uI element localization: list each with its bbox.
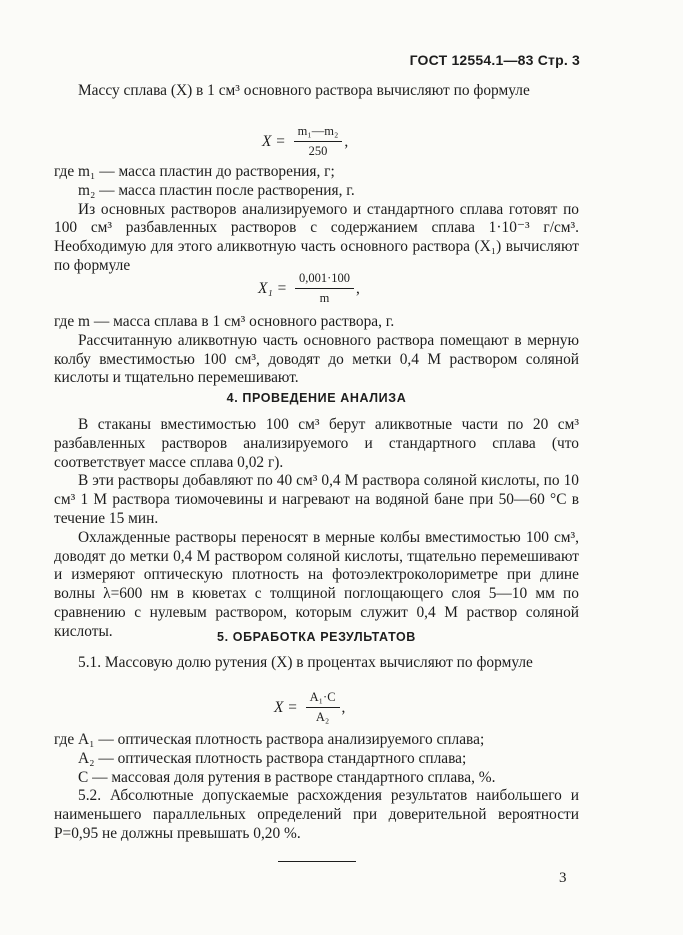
paragraph: Охлажденные растворы переносят в мерные колбы вместимостью 100 см³, доводят до метки 0,4 М раствором соляной кислоты, тщательно перемешивают и измеряют оптическую плотность на фотоэлектроколориметре при длине волны λ=600 нм в кюветах с толщиной поглощающего слоя 5—10 мм по сравнению с нулевым раствором, которым служит 0,4 М раствор соляной кислоты. <box>54 528 579 640</box>
paragraph: 5.2. Абсолютные допускаемые расхождения результатов наибольшего и наименьшего параллельных определений при доверительной вероятности P=0,95 не должны превышать 0,20 %. <box>54 787 579 842</box>
paragraph: 5.1. Массовую долю рутения (X) в процентах вычисляют по формуле <box>78 654 533 671</box>
section-heading-5: 5. ОБРАБОТКА РЕЗУЛЬТАТОВ <box>217 630 416 644</box>
paragraph: Из основных растворов анализируемого и стандартного сплава готовят по 100 см³ разбавленных растворов с содержанием сплава 1·10⁻³ г/см³. Необходимую для этого аликвотную часть основного раствора (X₁) вычисляют по формуле <box>54 200 579 274</box>
paragraph: В стаканы вместимостью 100 см³ берут аликвотные части по 20 см³ разбавленных растворов анализируемого и стандартного сплава (что соответствует массе сплава 0,02 г). <box>54 416 579 471</box>
where-line: m₂ — масса пластин после растворения, г. <box>78 181 355 199</box>
formula-lhs: X = <box>274 698 298 716</box>
fraction <box>294 124 343 159</box>
paragraph: Массу сплава (X) в 1 см³ основного раствора вычисляют по формуле <box>78 82 530 99</box>
fraction-numerator: m₁—m₂ <box>294 124 343 142</box>
where-line: где A₁ — оптическая плотность раствора анализируемого сплава; <box>54 731 485 748</box>
formula-tail: , <box>341 698 346 716</box>
formula-mass <box>262 124 348 159</box>
page-number: 3 <box>559 870 567 886</box>
text-block-4 <box>54 416 579 642</box>
fraction-denominator: m <box>319 291 330 305</box>
fraction-numerator: A₁·C <box>306 690 340 708</box>
fraction <box>295 271 354 306</box>
formula-aliquot <box>258 271 360 306</box>
where-line: где m₁ — масса пластин до растворения, г; <box>54 163 335 180</box>
formula-tail: , <box>344 132 349 150</box>
fraction-denominator: A₂ <box>315 710 330 724</box>
where-line: где m — масса сплава в 1 см³ основного раствора, г. <box>54 313 395 330</box>
paragraph: Рассчитанную аликвотную часть основного раствора помещают в мерную колбу вместимостью 100 см³, доводят до метки 0,4 М раствором соляной кислоты и тщательно перемешивают. <box>54 331 579 387</box>
text-block-6 <box>54 731 579 844</box>
paragraph: В эти растворы добавляют по 40 см³ 0,4 М раствора соляной кислоты, по 10 см³ 1 М раствора тиомочевины и нагревают на водяной бане при 50—60 °С в течение 15 мин. <box>54 472 579 527</box>
text-block-2 <box>54 163 579 276</box>
formula-ruthenium <box>274 690 345 725</box>
document-header: ГОСТ 12554.1—83 Стр. 3 <box>409 52 580 68</box>
fraction-denominator: 250 <box>308 144 328 158</box>
text-block-5 <box>54 654 579 673</box>
closing-rule <box>278 861 356 862</box>
formula-lhs: X₁ = <box>258 279 287 297</box>
fraction <box>306 690 340 725</box>
formula-lhs: X = <box>262 132 286 150</box>
where-line: A₂ — оптическая плотность раствора стандартного сплава; <box>78 749 467 767</box>
text-block-1 <box>54 82 579 101</box>
text-block-3 <box>54 313 579 388</box>
section-heading-4: 4. ПРОВЕДЕНИЕ АНАЛИЗА <box>226 391 407 405</box>
formula-tail: , <box>356 279 360 297</box>
fraction-numerator: 0,001·100 <box>295 271 354 289</box>
where-line: C — массовая доля рутения в растворе стандартного сплава, %. <box>78 768 496 786</box>
